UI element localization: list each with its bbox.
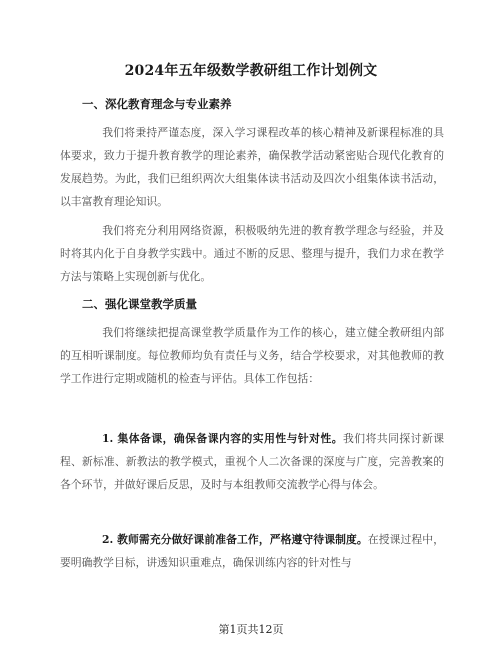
section-2-item-1-text: 我们将共同探讨新课程、新标准、新教法的教学模式，重视个人二次备课的深度与广度，完善教案的各个环节，并做好课后反思，及时与本组教师交流教学心得与体会。	[60, 432, 445, 491]
section-2-item-2-lead: 2. 教师需充分做好课前准备工作，严格遵守待课制度。	[102, 533, 368, 546]
section-1-paragraph-2	[60, 219, 444, 288]
section-2-paragraph-1-text: 我们将继续把提高课堂教学质量作为工作的核心，建立健全教研组内部的互相听课制度。每位教师均负有责任与义务，结合学校要求，对其他教师的教学工作进行定期或随机的检查与评估。具体工作包括：	[60, 326, 444, 385]
section-1-heading: 一、深化教育理念与专业素养	[82, 97, 232, 111]
section-2-paragraph-1	[60, 321, 444, 390]
page-number-footer: 第1页共12页	[218, 623, 284, 636]
section-2-item-1-lead: 1. 集体备课，确保备课内容的实用性与针对性。	[102, 432, 344, 445]
section-2-item-2-text: 在授课过程中，要明确教学目标，讲透知识重难点，确保训练内容的针对性与	[60, 533, 445, 569]
section-2-item-2	[60, 528, 444, 574]
section-2-heading: 二、强化课堂教学质量	[82, 297, 197, 311]
section-2-item-1	[60, 427, 444, 496]
section-1-paragraph-1-text: 我们将秉持严谨态度，深入学习课程改革的核心精神及新课程标准的具体要求，致力于提升教育教学的理论素养，确保教学活动紧密贴合现代化教育的发展趋势。为此，我们已组织两次大组集体读书活动及四次小组集体读书活动，以丰富教育理论知识。	[60, 126, 444, 208]
document-title: 2024年五年级数学教研组工作计划例文	[124, 63, 378, 79]
section-1-paragraph-2-text: 我们将充分利用网络资源，积极吸纳先进的教育教学理念与经验，并及时将其内化于自身教学实践中。通过不断的反思、整理与提升，我们力求在教学方法与策略上实现创新与优化。	[60, 224, 444, 283]
section-1-paragraph-1	[60, 121, 444, 213]
